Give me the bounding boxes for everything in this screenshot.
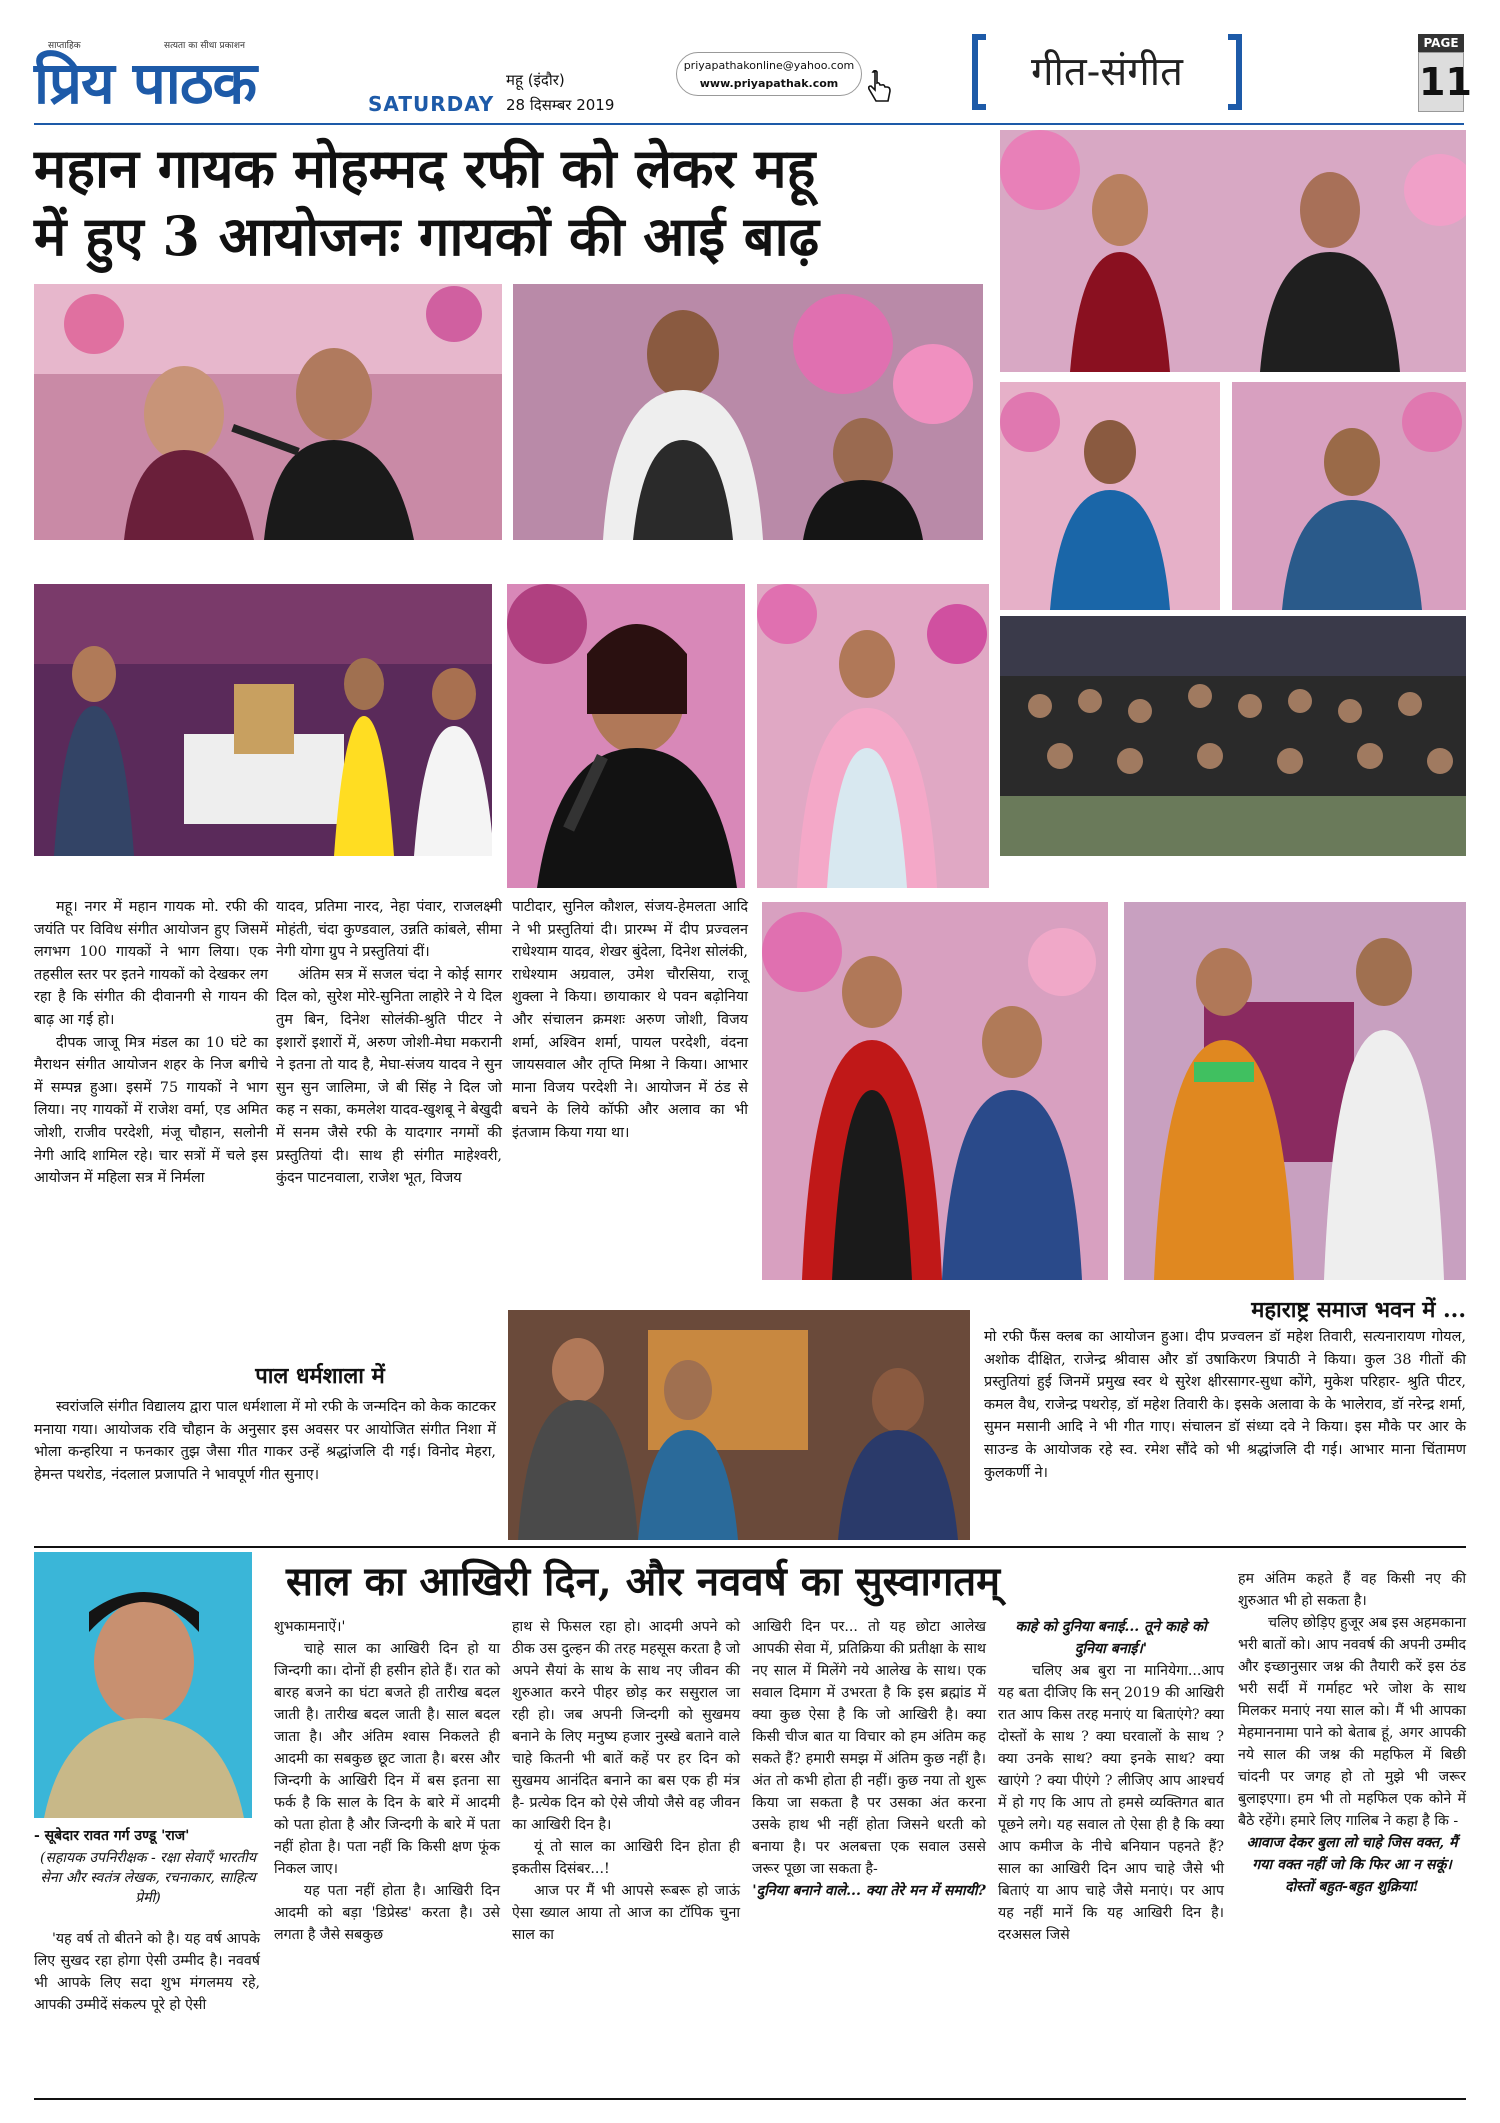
contact-email[interactable]: priyapathakonline@yahoo.com	[683, 59, 855, 72]
pointing-hand-icon	[866, 70, 892, 110]
maharashtra-text	[984, 1326, 1466, 1484]
page-label: PAGE	[1418, 34, 1464, 52]
story2-col-a	[34, 1928, 260, 2016]
story2-col-e-quote: काहे को दुनिया बनाई... तूने काहे को दुनिया बनाई।'	[1015, 1619, 1207, 1657]
story1-col1-para1: महू। नगर में महान गायक मो. रफी की जयंति पर विविध संगीत आयोजन हुए जिसमें लगभग 100 गायकों ने भाग लिया। एक तहसील स्तर पर इतने गायकों को देखकर लग रहा है कि संगीत की दीवानगी से गायन की बाढ़ आ गई हो।	[34, 899, 268, 1028]
story2-col-c-para1: हाथ से फिसल रहा हो। आदमी अपने को ठीक उस दुल्हन की तरह महसूस करता है जो अपने सैयां के साथ के साथ नए जीवन की शुरुआत करने पीहर छोड़ कर ससुराल जा रही हो। जब अपनी जिन्दगी को सुखमय बनाने के लिए मनुष्य हजार नुस्खे बताने वाले चाहे कितनी भी बातें कहें पर हर दिन को सुखमय आनंदित बनाने का बस एक ही मंत्र है- प्रत्येक दिन को ऐसे जीयो जैसे वह जीवन का आखिरी दिन है।	[512, 1619, 740, 1833]
header-rule	[34, 123, 1464, 125]
story2-col-d	[752, 1616, 986, 1902]
story2-col-c-para3: आज पर मैं भी आपसे रूबरू हो जाऊं ऐसा ख्याल आया तो आज का टॉपिक चुना साल का	[512, 1883, 740, 1943]
logo	[34, 38, 314, 123]
contact-box	[676, 52, 862, 96]
story2-col-b	[274, 1616, 500, 1946]
story2-col-c	[512, 1616, 740, 1946]
photo-singer-male-blue	[1232, 382, 1466, 610]
story1-col3-para1: पाटीदार, सुनिल कौशल, संजय-हेमलता आदि ने भी प्रस्तुतियां दी। प्रारम्भ में दीप प्रज्वलन राधेश्याम यादव, शेखर बुंदेला, दिनेश सोलंकी, राधेश्याम अग्रवाल, उमेश चौरसिया, राजू शुक्ला ने किया। छायाकार थे पवन बढ़ोनिया और संचालन क्रमशः अरुण जोशी, विजय शर्मा, अश्विन शर्मा, पायल परदेशी, वंदना जायसवाल और तृप्ति मिश्रा ने किया। आभार माना विजय परदेशी ने। आयोजन में ठंड से बचने के लिये कॉफी और अलाव का भी इंतजाम किया गया था।	[512, 899, 748, 1141]
story2-col-b-para1: शुभकामनाऐं।'	[274, 1619, 346, 1635]
story2-col-e	[998, 1616, 1224, 1946]
photo-author	[34, 1552, 252, 1818]
story1-col2-para1: यादव, प्रतिमा नारद, नेहा पंवार, राजलक्ष्मी मोहंती, चंदा कुण्डवाल, उन्नति कांबले, सीमा नेगी योगा ग्रुप ने प्रस्तुतियां दीं।	[276, 899, 502, 961]
story2-col-f-para2: चलिए छोड़िए हुजूर अब इस अहमकाना भरी बातों को। आप नववर्ष की अपनी उम्मीद और इच्छानुसार जश्न की तैयारी करें इस ठंड भरी सर्दी में गर्माहट भरे जोश के साथ मिलकर मनाएं नया साल को। मैं भी आपका मेहमाननामा पाने को बेताब हूं, अगर आपकी नये साल की जश्न की महफिल में बिछी चांदनी पर जगह हो तो मुझे भी जरूर बुलाइएगा। हम भी तो महफिल एक कोने में बैठे रहेंगे। हमारे लिए गालिब ने कहा है कि -	[1238, 1615, 1466, 1829]
story1-headline-line1: महान गायक मोहम्मद रफी को लेकर महू	[34, 136, 816, 200]
author-name: - सूबेदार रावत गर्ग उण्डू 'राज'	[34, 1828, 190, 1844]
story1-col2	[276, 896, 502, 1190]
photo-pal-dharamshala	[508, 1310, 970, 1540]
photo-singer-duo-top-right	[1000, 130, 1466, 372]
photo-singer-female-blue	[1000, 382, 1220, 610]
photo-singer-duo-1	[34, 284, 502, 540]
story2-col-d-para1: आखिरी दिन पर... तो यह छोटा आलेख आपकी सेवा में, प्रतिक्रिया की प्रतीक्षा के साथ नए साल में मिलेंगे नये आलेख के साथ। एक सवाल दिमाग में उभरता है कि इस ब्रह्मांड में क्या कुछ ऐसा है कि जो आखिरी है। क्या किसी चीज बात या विचार को हम अंतिम कह सकते हैं? हमारी समझ में अंतिम कुछ नहीं है। अंत तो कभी होता ही नहीं। कुछ नया तो शुरू किया जा सकता है पर उसका अंत करना उसके हाथ भी नहीं होता जिसने धरती को बनाया है। पर अलबत्ता एक सवाल उससे जरूर पूछा जा सकता है-	[752, 1619, 986, 1877]
contact-website[interactable]: www.priyapathak.com	[699, 77, 839, 90]
section-header	[972, 34, 1242, 110]
story2-col-d-quote: 'दुनिया बनाने वाले... क्या तेरे मन में समायी?	[752, 1883, 986, 1899]
bottom-rule	[34, 2098, 1466, 2100]
pal-text	[34, 1396, 496, 1486]
logo-tag-left: साप्ताहिक	[48, 41, 81, 51]
pal-title: पाल धर्मशाला में	[255, 1363, 385, 1389]
story2-col-f-para1: हम अंतिम कहते हैं वह किसी नए की शुरुआत भी हो सकता है।	[1238, 1571, 1466, 1609]
story2-col-f-quote: आवाज देकर बुला लो चाहे जिस वक्त, मैं गया वक्त नहीं जो कि फिर आ न सकूं। दोस्तों बहुत-बहुत शुक्रिया!	[1246, 1835, 1458, 1895]
maharashtra-text-para: मो रफी फैंस क्लब का आयोजन हुआ। दीप प्रज्वलन डॉ महेश तिवारी, सत्यनारायण गोयल, अशोक दीक्षित, राजेन्द्र श्रीवास और डॉ उषाकिरण त्रिपाठी ने किया। कुल 38 गीतों की प्रस्तुतियां हुई जिनमें प्रमुख स्वर थे सुरेश क्षीरसागर-सुधा कोंगे, मुकेश परिहार- श्रुति पीटर, कमल वैध, राजेन्द्र पथरोड़, डॉ महेश तिवारी के। इसके अलावा के के भालेराव, डॉ नरेन्द्र शर्मा, सुमन मसानी आदि ने भी गीत गाए। संचालन डॉ संध्या दवे ने किया। इस मौके पर आर के साउन्ड के आयोजक रहे स्व. रमेश सौंदे को भी श्रद्धांजलि दी गई। आभार माना चिंतामण कुलकर्णी ने।	[984, 1329, 1466, 1481]
story2-col-a-para: 'यह वर्ष तो बीतने को है। यह वर्ष आपके लिए सुखद रहा होगा ऐसी उम्मीद है। नववर्ष भी आपके लिए सदा शुभ मंगलमय रहे, आपकी उम्मीदें संकल्प पूरे हो ऐसी	[34, 1931, 260, 2013]
story1-col3	[512, 896, 748, 1145]
photo-singer-female-black	[507, 584, 745, 888]
story2-col-f	[1238, 1568, 1466, 1898]
issue-date: 28 दिसम्बर 2019	[506, 96, 615, 114]
photo-singer-duo-2	[513, 284, 983, 540]
story2-col-b-para2: चाहे साल का आखिरी दिन हो या जिन्दगी का। दोनों ही हसीन होते हैं। रात को बारह बजने का घंटा बजते ही तारीख बदल जाती है। तारीख बदल जाती है। साल बदल जाता है। और अंतिम श्वास निकलते ही आदमी का सबकुछ छूट जाता है। बरस और जिन्दगी के आखिरी दिन में बस इतना सा फर्क है कि साल के दिन के बारे में आदमी को पता होता है और जिन्दगी के बारे में पता नहीं होता है। पता नहीं कि किसी क्षण फूंक निकल जाए।	[274, 1641, 500, 1877]
story1-col1-para2: दीपक जाजू मित्र मंडल का 10 घंटे का मैराथन संगीत आयोजन शहर के निज बगीचे में सम्पन्न हुआ। इसमें 75 गायकों ने भाग लिया। नए गायकों में राजेश वर्मा, एड अमित जोशी, राजीव परदेशी, मंजू चौहान, सलोनी नेगी आदि शामिल रहे। चार सत्रों में चले इस आयोजन में महिला सत्र में निर्मला	[34, 1034, 268, 1187]
photo-singer-female-pink	[757, 584, 989, 888]
photo-duo-green-saree	[1124, 902, 1466, 1280]
story2-col-c-para2: यूं तो साल का आखिरी दिन होता ही इकतीस दिसंबर...!	[512, 1839, 740, 1877]
issue-day: SATURDAY	[368, 92, 495, 116]
logo-text: प्रिय पाठक	[34, 49, 257, 117]
logo-tag-right: सत्यता का सीधा प्रकाशन	[164, 41, 245, 51]
story1-headline-line2: में हुए 3 आयोजनः गायकों की आई बाढ़	[34, 204, 819, 268]
story2-col-b-para3: यह पता नहीं होता है। आखिरी दिन आदमी को बड़ा 'डिप्रेस्ड' करता है। उसे लगता है जैसे सबकुछ	[274, 1883, 500, 1943]
story1-headline	[34, 134, 994, 270]
story2-col-e-para: चलिए अब बुरा ना मानियेगा...आप यह बता दीजिए कि सन् 2019 की आखिरी रात आप किस तरह मनाएं या बिताएंगे? क्या दोस्तों के साथ ? क्या घरवालों के साथ ? क्या उनके साथ? क्या इनके साथ? क्या खाएंगे ? क्या पीएंगे ? लीजिए आप आश्चर्य में हो गए कि आप तो हमसे व्यक्तिगत बात पूछने लगे। यह सवाल तो ऐसा ही है कि क्या आप कमीज के नीचे बनियान पहनते हैं? साल का आखिरी दिन आप चाहे जैसे भी बिताएं या आप चाहे जैसे मनाएं। पर आप यह नहीं मानें कि यह आखिरी दिन है। दरअसल जिसे	[998, 1663, 1224, 1943]
story1-col1	[34, 896, 268, 1190]
story1-col2-para2: अंतिम सत्र में सजल चंदा ने कोई सागर दिल को, सुरेश मोरे-सुनिता लाहोरे ने ये दिल तुम बिन, दिनेश सोलंकी-श्रुति पीटर ने इशारों इशारों में, अरुण जोशी-मेघा मकरानी ने इतना तो याद है, मेघा-संजय यादव ने सुन सुन सुन जालिमा, जे बी सिंह ने दिल जो कह न सका, कमलेश यादव-खुशबू ने बेखुदी में सनम जैसे रफी के यादगार नगमों की प्रस्तुतियां दी। साथ ही संगीत माहेश्वरी, कुंदन पाटनवाला, राजेश भूत, विजय	[276, 966, 502, 1187]
photo-audience	[1000, 616, 1466, 856]
story-divider	[34, 1546, 1466, 1548]
page-number-box	[1418, 34, 1472, 114]
photo-duo-red-jacket	[762, 902, 1108, 1280]
section-title: गीत-संगीत	[1031, 49, 1183, 95]
issue-city: महू (इंदौर)	[506, 71, 565, 89]
pal-text-para: स्वरांजलि संगीत विद्यालय द्वारा पाल धर्मशाला में मो रफी के जन्मदिन को केक काटकर मनाया गया। आयोजक रवि चौहान के अनुसार इस अवसर पर आयोजित संगीत निशा में भोला कन्हरिया न फनकार तुझ जैसा गीत गाकर उन्हें श्रद्धांजलि दी गई। विनोद मेहरा, हेमन्त पथरोड, नंदलाल प्रजापति ने भावपूर्ण गीत सुनाए।	[34, 1399, 496, 1483]
maharashtra-title: महाराष्ट्र समाज भवन में ...	[1251, 1297, 1466, 1323]
author-desc: (सहायक उपनिरीक्षक - रक्षा सेवाएँ भारतीय सेना और स्वतंत्र लेखक, रचनाकार, साहित्य प्रेमी)	[40, 1850, 256, 1906]
story2-headline: साल का आखिरी दिन, और नववर्ष का सुस्वागतम्	[286, 1558, 1001, 1605]
photo-group-tribute	[34, 584, 492, 856]
page-number: 11	[1418, 52, 1464, 112]
